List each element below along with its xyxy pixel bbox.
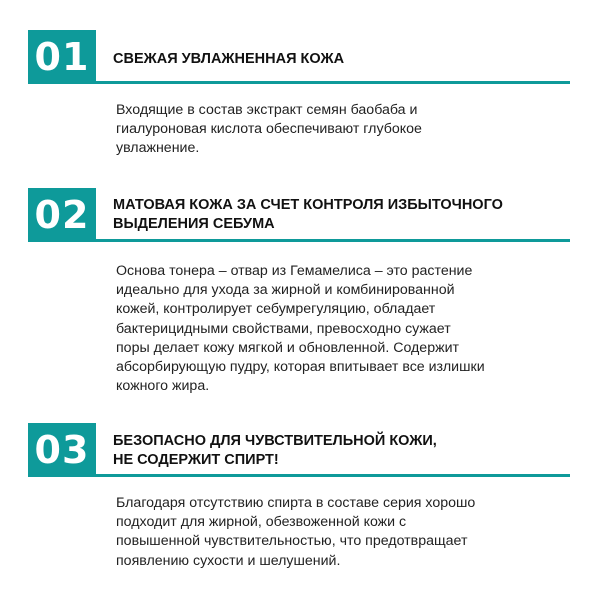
section-body: Благодаря отсутствию спирта в составе серия хорошо подходит для жирной, обезвоженной кожи с повышенной чувствительностью, что предотвращает появлению сухости и шелушений. (116, 495, 476, 569)
section-divider (96, 81, 570, 84)
section-number-badge: 02 (28, 188, 96, 242)
section-title: МАТОВАЯ КОЖА ЗА СЧЕТ КОНТРОЛЯ ИЗБЫТОЧНОГО ВЫДЕЛЕНИЯ СЕБУМА (113, 197, 503, 232)
section-body: Входящие в состав экстракт семян баобаба и гиалуроновая кислота обеспечивают глубокое увлажнение. (116, 102, 422, 157)
section-divider (96, 474, 570, 477)
section-divider (96, 239, 570, 242)
section-title: СВЕЖАЯ УВЛАЖНЕННАЯ КОЖА (113, 51, 345, 67)
section-number-badge: 03 (28, 423, 96, 477)
section-body: Основа тонера – отвар из Гемамелиса – это растение идеально для ухода за жирной и комбинированной кожей, контролирует себумрегуляцию, обладает бактерицидными свойствами, превосходно сужает поры делает кожу мягкой и обновленной. Содержит абсорбирующую пудру, которая впитывает все излишки кожного жира. (116, 263, 485, 395)
section-title: БЕЗОПАСНО ДЛЯ ЧУВСТВИТЕЛЬНОЙ КОЖИ, НЕ СОДЕРЖИТ СПИРТ! (113, 433, 437, 468)
section-number-badge: 01 (28, 30, 96, 84)
